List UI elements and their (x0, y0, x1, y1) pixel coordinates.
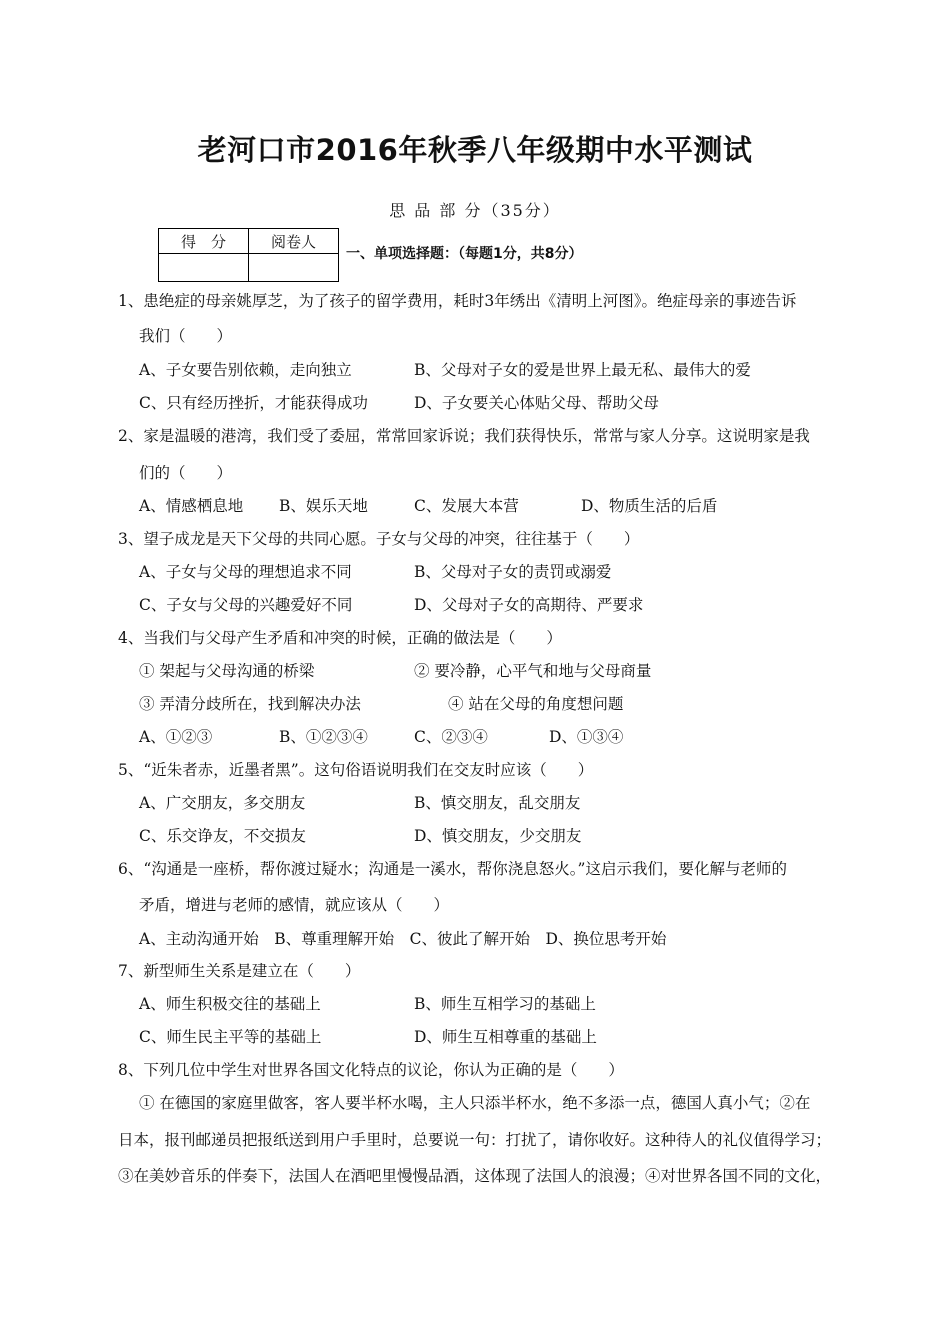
q3-stem: 3、望子成龙是天下父母的共同心愿。子女与父母的冲突，往往基于（ ） (118, 530, 640, 548)
q4-option-d: D、①③④ (549, 728, 624, 746)
q8-paragraph-3: ③在美妙音乐的伴奏下，法国人在酒吧里慢慢品酒，这体现了法国人的浪漫；④对世界各国不同的文化， (118, 1167, 832, 1185)
q7-option-c: C、师生民主平等的基础上 (139, 1028, 322, 1046)
q6-options: A、主动沟通开始 B、尊重理解开始 C、彼此了解开始 D、换位思考开始 (139, 930, 667, 948)
grader-header: 阅卷人 (249, 229, 339, 254)
q5-option-c: C、乐交诤友，不交损友 (139, 827, 306, 845)
score-header: 得 分 (159, 229, 249, 254)
q1-option-a: A、子女要告别依赖，走向独立 (139, 361, 352, 379)
q4-stem: 4、当我们与父母产生矛盾和冲突的时候，正确的做法是（ ） (118, 629, 562, 647)
q1-stem-cont: 我们（ ） (139, 327, 233, 345)
q2-option-c: C、发展大本营 (414, 497, 519, 515)
exam-title: 老河口市2016年秋季八年级期中水平测试 (197, 133, 753, 167)
q4-option-c: C、②③④ (414, 728, 488, 746)
q5-stem: 5、“近朱者赤，近墨者黑”。这句俗语说明我们在交友时应该（ ） (118, 761, 594, 779)
q4-option-a: A、①②③ (139, 728, 213, 746)
score-table (158, 228, 339, 282)
q4-statement-2: ② 要冷静，心平气和地与父母商量 (414, 662, 652, 680)
q4-statement-1: ① 架起与父母沟通的桥梁 (139, 662, 315, 680)
q2-stem: 2、家是温暖的港湾，我们受了委屈，常常回家诉说；我们获得快乐，常常与家人分享。这说明家是我 (118, 427, 810, 445)
section-subtitle: 思 品 部 分（35分） (389, 201, 561, 220)
q8-stem: 8、下列几位中学生对世界各国文化特点的议论，你认为正确的是（ ） (118, 1061, 624, 1079)
section-heading: 一、单项选择题：（每题1分，共8分） (346, 246, 583, 262)
grader-cell[interactable] (249, 254, 339, 282)
q7-stem: 7、新型师生关系是建立在（ ） (118, 962, 361, 980)
q1-option-d: D、子女要关心体贴父母、帮助父母 (414, 394, 659, 412)
q4-option-b: B、①②③④ (279, 728, 368, 746)
q2-option-d: D、物质生活的后盾 (581, 497, 718, 515)
q3-option-a: A、子女与父母的理想追求不同 (139, 563, 352, 581)
q4-statement-3: ③ 弄清分歧所在，找到解决办法 (139, 695, 361, 713)
q1-option-b: B、父母对子女的爱是世界上最无私、最伟大的爱 (414, 361, 751, 379)
q5-option-b: B、慎交朋友，乱交朋友 (414, 794, 581, 812)
q3-option-c: C、子女与父母的兴趣爱好不同 (139, 596, 353, 614)
q3-option-d: D、父母对子女的高期待、严要求 (414, 596, 644, 614)
q5-option-a: A、广交朋友，多交朋友 (139, 794, 306, 812)
q3-option-b: B、父母对子女的责罚或溺爱 (414, 563, 612, 581)
q7-option-d: D、师生互相尊重的基础上 (414, 1028, 597, 1046)
q2-option-a: A、情感栖息地 (139, 497, 244, 515)
q1-option-c: C、只有经历挫折，才能获得成功 (139, 394, 368, 412)
q2-stem-cont: 们的（ ） (139, 464, 233, 482)
score-cell[interactable] (159, 254, 249, 282)
q5-option-d: D、慎交朋友，少交朋友 (414, 827, 582, 845)
q6-stem-cont: 矛盾，增进与老师的感情，就应该从（ ） (139, 896, 450, 914)
q6-stem: 6、“沟通是一座桥，帮你渡过疑水；沟通是一溪水，帮你浇息怒火。”这启示我们，要化解与老师的 (118, 860, 787, 878)
q8-paragraph-1: ① 在德国的家庭里做客，客人要半杯水喝，主人只添半杯水，绝不多添一点，德国人真小气；②在 (139, 1094, 811, 1112)
q7-option-a: A、师生积极交往的基础上 (139, 995, 321, 1013)
q7-option-b: B、师生互相学习的基础上 (414, 995, 596, 1013)
q2-option-b: B、娱乐天地 (279, 497, 368, 515)
q4-statement-4: ④ 站在父母的角度想问题 (448, 695, 624, 713)
q1-stem: 1、患绝症的母亲姚厚芝，为了孩子的留学费用，耗时3年绣出《清明上河图》。绝症母亲的事迹告诉 (118, 292, 797, 310)
q8-paragraph-2: 日本，报刊邮递员把报纸送到用户手里时，总要说一句：打扰了，请你收好。这种待人的礼仪值得学习； (118, 1131, 832, 1149)
